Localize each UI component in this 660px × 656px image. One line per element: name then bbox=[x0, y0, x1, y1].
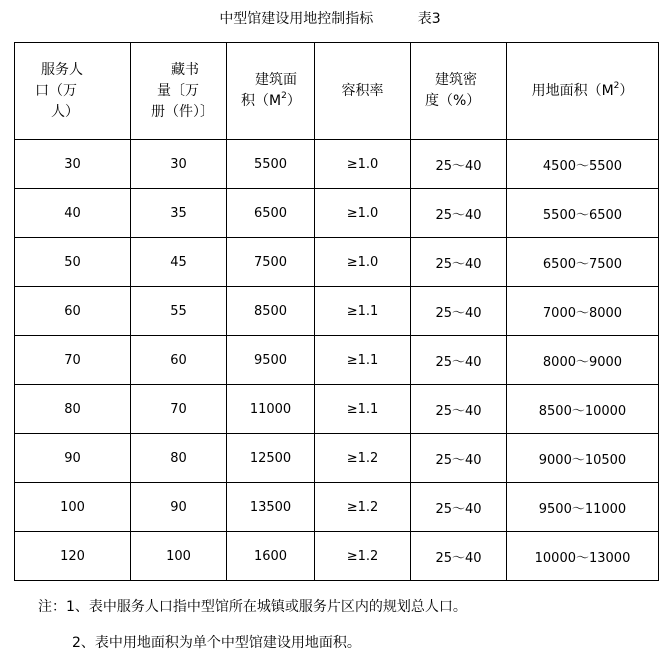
table-row bbox=[15, 336, 659, 385]
table-row bbox=[15, 287, 659, 336]
header-books-line3: 册（件）〕 bbox=[151, 103, 214, 120]
cell-far: ≥1.2 bbox=[315, 434, 411, 483]
header-population-line1: 服务人 bbox=[41, 61, 83, 78]
header-population-line2: 口（万 bbox=[35, 82, 77, 99]
cell-land-area: 8500～10000 bbox=[507, 385, 659, 434]
cell-population: 60 bbox=[15, 287, 131, 336]
table-row bbox=[15, 532, 659, 581]
cell-floor-area: 9500 bbox=[227, 336, 315, 385]
cell-floor-area: 1600 bbox=[227, 532, 315, 581]
cell-books: 90 bbox=[131, 483, 227, 532]
cell-books: 60 bbox=[131, 336, 227, 385]
cell-floor-area: 7500 bbox=[227, 238, 315, 287]
cell-population: 70 bbox=[15, 336, 131, 385]
cell-density: 25～40 bbox=[411, 189, 507, 238]
cell-land-area: 7000～8000 bbox=[507, 287, 659, 336]
cell-floor-area: 8500 bbox=[227, 287, 315, 336]
cell-density: 25～40 bbox=[411, 140, 507, 189]
cell-floor-area: 6500 bbox=[227, 189, 315, 238]
header-density bbox=[411, 43, 507, 140]
footnote-2: 2、表中用地面积为单个中型馆建设用地面积。 bbox=[72, 635, 361, 651]
header-floor-area-unit: 积（M bbox=[241, 93, 282, 109]
table-number: 表3 bbox=[417, 11, 441, 27]
cell-land-area: 9500～11000 bbox=[507, 483, 659, 532]
table-row bbox=[15, 483, 659, 532]
table-row bbox=[15, 238, 659, 287]
cell-population: 120 bbox=[15, 532, 131, 581]
cell-books: 80 bbox=[131, 434, 227, 483]
footnote-1: 注：1、表中服务人口指中型馆所在城镇或服务片区内的规划总人口。 bbox=[38, 599, 467, 615]
table-title bbox=[0, 10, 660, 28]
table-row bbox=[15, 140, 659, 189]
cell-floor-area: 11000 bbox=[227, 385, 315, 434]
header-row bbox=[15, 43, 659, 140]
cell-books: 55 bbox=[131, 287, 227, 336]
cell-density: 25～40 bbox=[411, 385, 507, 434]
header-far-text: 容积率 bbox=[341, 82, 384, 99]
cell-books: 45 bbox=[131, 238, 227, 287]
cell-land-area: 10000～13000 bbox=[507, 532, 659, 581]
cell-population: 100 bbox=[15, 483, 131, 532]
cell-land-area: 8000～9000 bbox=[507, 336, 659, 385]
header-land-area bbox=[507, 43, 659, 140]
header-far bbox=[315, 43, 411, 140]
header-books-line2: 量〔万 bbox=[157, 82, 199, 99]
cell-density: 25～40 bbox=[411, 532, 507, 581]
table-row bbox=[15, 385, 659, 434]
header-population-line3: 人） bbox=[51, 103, 79, 120]
cell-density: 25～40 bbox=[411, 238, 507, 287]
header-land-area-label: 用地面积（M bbox=[531, 82, 614, 99]
cell-density: 25～40 bbox=[411, 434, 507, 483]
header-land-area-text bbox=[507, 81, 658, 102]
cell-far: ≥1.1 bbox=[315, 336, 411, 385]
header-land-area-sup: 2 bbox=[613, 80, 620, 91]
cell-land-area: 9000～10500 bbox=[507, 434, 659, 483]
land-use-table bbox=[14, 42, 659, 581]
header-floor-area-line1: 建筑面 bbox=[255, 72, 297, 88]
table-row bbox=[15, 189, 659, 238]
header-floor-area-sup: 2 bbox=[281, 91, 287, 101]
cell-books: 30 bbox=[131, 140, 227, 189]
cell-land-area: 6500～7500 bbox=[507, 238, 659, 287]
header-land-area-close: ） bbox=[619, 82, 634, 99]
cell-population: 90 bbox=[15, 434, 131, 483]
cell-land-area: 4500～5500 bbox=[507, 140, 659, 189]
cell-far: ≥1.0 bbox=[315, 238, 411, 287]
header-population bbox=[15, 43, 131, 140]
header-floor-area bbox=[227, 43, 315, 140]
cell-density: 25～40 bbox=[411, 287, 507, 336]
cell-population: 30 bbox=[15, 140, 131, 189]
cell-population: 40 bbox=[15, 189, 131, 238]
cell-far: ≥1.2 bbox=[315, 532, 411, 581]
cell-far: ≥1.1 bbox=[315, 287, 411, 336]
cell-floor-area: 13500 bbox=[227, 483, 315, 532]
cell-floor-area: 12500 bbox=[227, 434, 315, 483]
cell-density: 25～40 bbox=[411, 336, 507, 385]
cell-density: 25～40 bbox=[411, 483, 507, 532]
cell-far: ≥1.1 bbox=[315, 385, 411, 434]
table-row bbox=[15, 434, 659, 483]
title-text: 中型馆建设用地控制指标 bbox=[219, 11, 374, 27]
cell-books: 70 bbox=[131, 385, 227, 434]
header-floor-area-line2 bbox=[227, 91, 314, 112]
cell-books: 100 bbox=[131, 532, 227, 581]
header-books-line1: 藏书 bbox=[171, 61, 199, 78]
cell-far: ≥1.0 bbox=[315, 140, 411, 189]
header-floor-area-close: ） bbox=[286, 93, 301, 109]
cell-far: ≥1.2 bbox=[315, 483, 411, 532]
cell-floor-area: 5500 bbox=[227, 140, 315, 189]
header-books bbox=[131, 43, 227, 140]
header-density-line2: 度（%） bbox=[425, 93, 481, 109]
cell-books: 35 bbox=[131, 189, 227, 238]
cell-land-area: 5500～6500 bbox=[507, 189, 659, 238]
header-density-line1: 建筑密 bbox=[435, 72, 477, 88]
cell-far: ≥1.0 bbox=[315, 189, 411, 238]
cell-population: 80 bbox=[15, 385, 131, 434]
cell-population: 50 bbox=[15, 238, 131, 287]
